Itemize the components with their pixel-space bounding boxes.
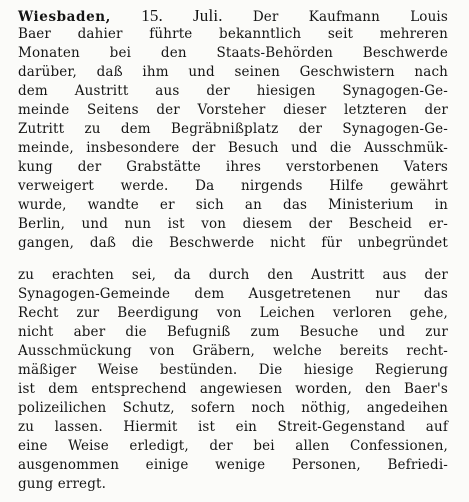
article-line-22: zu lassen. Hiermit ist ein Streit-Gegenstand auf (18, 419, 448, 435)
date: 15. Juli. (141, 6, 223, 25)
article-line-6: meinde Seitens der Vorsteher dieser letzteren der (18, 102, 448, 118)
article-line-10: verweigert werde. Da nirgends Hilfe gewährt (18, 178, 448, 194)
article-line-23: eine Weise erledigt, der bei allen Confessionen, (18, 438, 448, 454)
article-line-4: darüber, daß ihm und seinen Geschwistern nach (18, 64, 448, 80)
article-line-8: meinde, insbesondere der Besuch und die Ausschmük- (18, 140, 448, 156)
article-line-1 (18, 6, 448, 25)
dateline: Wiesbaden, (18, 9, 111, 25)
article-line-9: kung der Grabstätte ihres verstorbenen Vaters (18, 159, 448, 175)
article-line-13: gangen, daß die Beschwerde nicht für unbegründet (18, 235, 448, 251)
article-line-16: Recht zur Beerdigung von Leichen verloren gehe, (18, 305, 448, 321)
article-line-2: Baer dahier führte bekanntlich seit mehreren (18, 26, 448, 42)
article-line-25: gung erregt. (18, 476, 107, 492)
article-line-7: Zutritt zu dem Begräbnißplatz der Synagogen-Ge- (18, 121, 448, 137)
article-line-12: Berlin, und nun ist von diesem der Bescheid er- (18, 216, 448, 232)
article-line-21: polizeilichen Schutz, sofern noch nöthig, angedeihen (18, 400, 448, 416)
article-line-5: dem Austritt aus der hiesigen Synagogen-Ge- (18, 83, 448, 99)
article-line-3: Monaten bei den Staats-Behörden Beschwerde (18, 45, 448, 61)
article-line-11: wurde, wandte er sich an das Ministerium in (18, 197, 448, 213)
first-line-rest: Der Kaufmann Louis (252, 9, 448, 25)
article-line-18: Ausschmückung von Gräbern, welche bereits recht- (18, 343, 448, 359)
article-line-14: zu erachten sei, da durch den Austritt aus der (18, 267, 448, 283)
article-line-19: mäßiger Weise bestünden. Die hiesige Regierung (18, 362, 448, 378)
article-line-15: Synagogen-Gemeinde dem Ausgetretenen nur das (18, 286, 448, 302)
article-line-20: ist dem entsprechend angewiesen worden, den Baer's (18, 381, 448, 397)
article-line-17: nicht aber die Befugniß zum Besuche und zur (18, 324, 448, 340)
article-line-24: ausgenommen einige wenige Personen, Befriedi- (18, 457, 448, 473)
